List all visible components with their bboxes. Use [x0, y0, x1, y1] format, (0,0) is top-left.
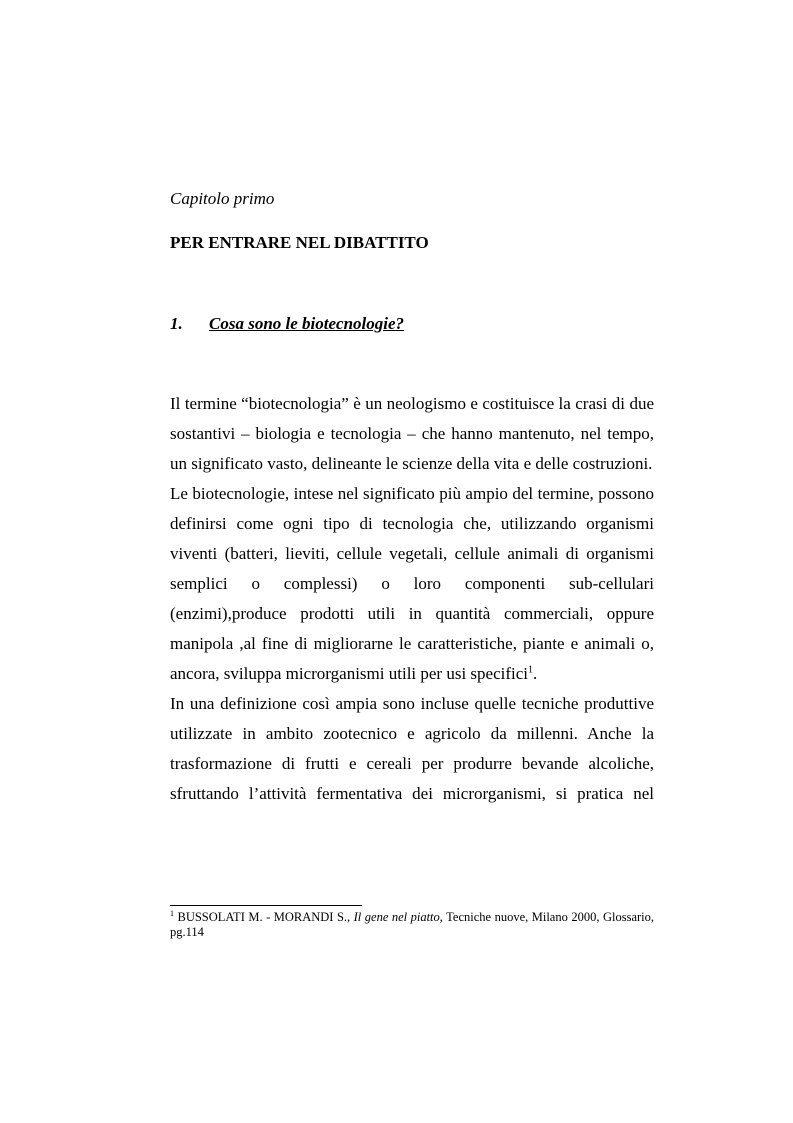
- section-title: Cosa sono le biotecnologie?: [209, 314, 405, 333]
- paragraph-2: [170, 479, 654, 689]
- paragraph-1: Il termine “biotecnologia” è un neologismo e costituisce la crasi di due sostantivi – biologia e tecnologia – che hanno mantenuto, nel tempo, un significato vasto, delineante le scienze della vita e delle costruzioni.: [170, 394, 654, 473]
- paragraph-2-end: .: [533, 664, 538, 683]
- paragraph-3: In una definizione così ampia sono incluse quelle tecniche produttive utilizzate in ambito zootecnico e agricolo da millenni. Anche la trasformazione di frutti e cereali per produrre bevande alcoliche, sfruttando l’attività fermentativa dei microrganismi, si pratica nel: [170, 694, 654, 803]
- footnote-marker: 1: [170, 908, 174, 918]
- chapter-label: Capitolo primo: [170, 189, 275, 208]
- paragraph-2-text: Le biotecnologie, intese nel significato più ampio del termine, possono definirsi come ogni tipo di tecnologia che, utilizzando organismi viventi (batteri, lieviti, cellule vegetali, cellule animali di organismi semplici o complessi) o loro componenti sub-cellulari (enzimi),produce prodotti utili in quantità commerciali, oppure manipola ,al fine di migliorarne le caratteristiche, piante e animali o, ancora, sviluppa microrganismi utili per usi specifici: [170, 484, 654, 683]
- footnote-details: , Tecniche nuove, Milano 2000, Glossario, pg.114: [170, 910, 654, 939]
- footnote-authors: BUSSOLATI M. - MORANDI S.,: [174, 910, 354, 924]
- section-heading: [170, 314, 404, 334]
- footnote-work-title: Il gene nel piatto: [353, 910, 440, 924]
- footnote-separator: [170, 905, 362, 906]
- footnote: [170, 910, 654, 940]
- body-text: [170, 389, 654, 809]
- footnote-reference[interactable]: 1: [528, 664, 534, 676]
- chapter-title: PER ENTRARE NEL DIBATTITO: [170, 233, 429, 252]
- section-number: 1.: [170, 314, 183, 333]
